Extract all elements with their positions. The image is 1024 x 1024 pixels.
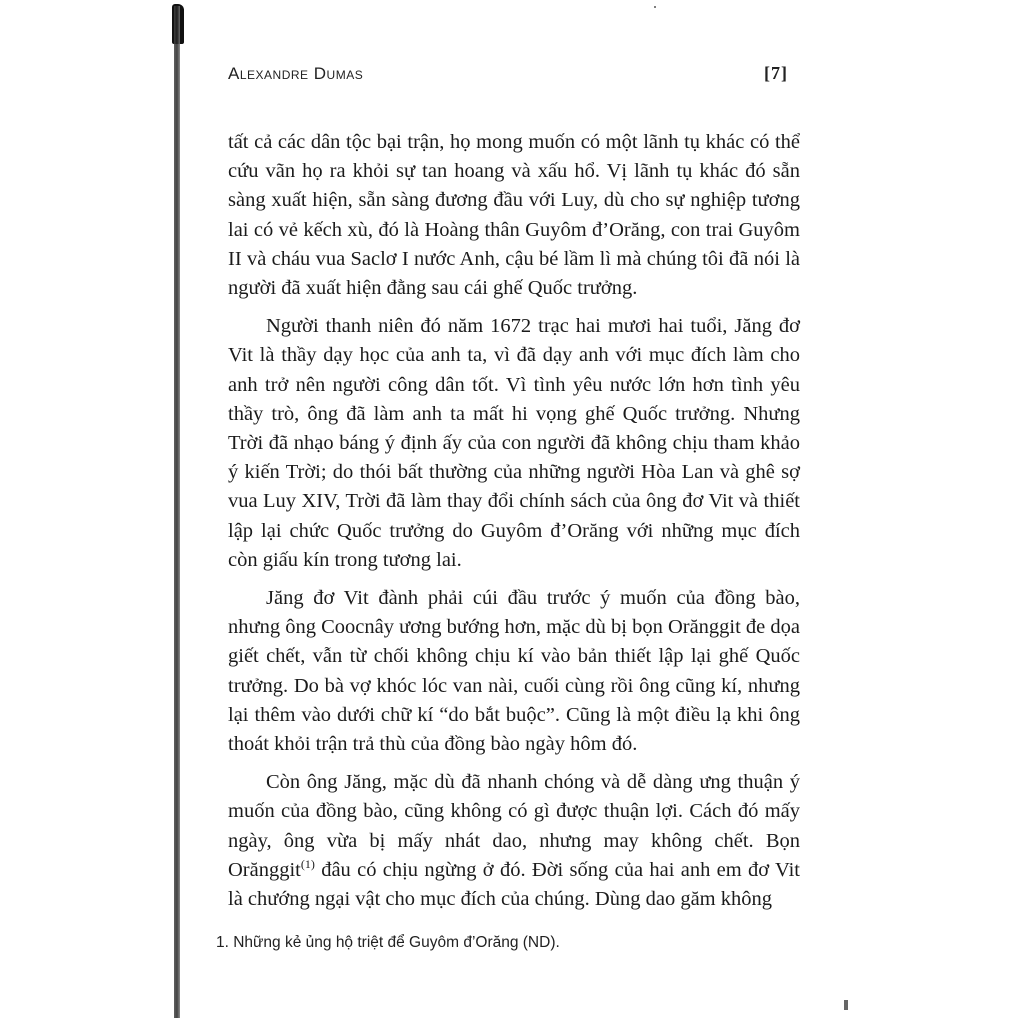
- book-spine-shadow: [174, 6, 180, 1018]
- scan-speck: [654, 6, 656, 8]
- running-head-author: Alexandre Dumas: [228, 64, 364, 83]
- paragraph-3: Jăng đơ Vit đành phải cúi đầu trước ý muốn của đồng bào, nhưng ông Coocnây ương bướng hơn, mặc dù bị bọn Orănggit đe dọa giết chết, vẫn từ chối không chịu kí vào bản thiết lập lại ghế Quốc trưởng. Do bà vợ khóc lóc van nài, cuối cùng rồi ông cũng kí, nhưng lại thêm vào dưới chữ kí “do bắt buộc”. Cũng là một điều lạ khi ông thoát khỏi trận trả thù của đồng bào ngày hôm đó.: [228, 587, 801, 756]
- footnote-marker: (1): [300, 857, 315, 872]
- running-head: [228, 64, 788, 88]
- paragraph-1: tất cả các dân tộc bại trận, họ mong muốn có một lãnh tụ khác có thể cứu vãn họ ra khỏi sự tan hoang và xấu hổ. Vị lãnh tụ khác đó sẵn sàng xuất hiện, sẵn sàng đương đầu với Luy, dù cho sự nghiệp tương lai có vẻ kếch xù, đó là Hoàng thân Guyôm đ’Orăng, con trai Guyôm II và cháu vua Saclơ I nước Anh, cậu bé lầm lì mà chúng tôi đã nói là người đã xuất hiện đằng sau cái ghế Quốc trưởng.: [228, 131, 800, 300]
- footnote: 1. Những kẻ ủng hộ triệt để Guyôm đ’Orăng (ND).: [216, 934, 560, 951]
- paragraph-4-text-after-note: đâu có chịu ngừng ở đó. Đời sống của hai anh em đơ Vit là chướng ngại vật cho mục đích của chúng. Dùng dao găm không: [228, 858, 800, 911]
- page-body: [228, 128, 800, 923]
- scan-mark: [844, 1000, 848, 1010]
- page-number: [7]: [764, 63, 788, 83]
- paragraph-4: [228, 768, 800, 914]
- paragraph-4-text-before-note: Còn ông Jăng, mặc dù đã nhanh chóng và dễ dàng ưng thuận ý muốn của đồng bào, cũng không có gì được thuận lợi. Cách đó mấy ngày, ông vừa bị mấy nhát dao, nhưng may không chết. Bọn Orănggit: [228, 771, 800, 881]
- paragraph-2: Người thanh niên đó năm 1672 trạc hai mươi hai tuổi, Jăng đơ Vit là thầy dạy học của anh ta, vì đã dạy anh với mục đích làm cho anh trở nên người công dân tốt. Vì tình yêu nước lớn hơn tình yêu thầy trò, ông đã làm anh ta mất hi vọng ghế Quốc trưởng. Nhưng Trời đã nhạo báng ý định ấy của con người đã không chịu tham khảo ý kiến Trời; do thói bất thường của những người Hòa Lan và ghê sợ vua Luy XIV, Trời đã làm thay đổi chính sách của ông đơ Vit và thiết lập lại chức Quốc trưởng do Guyôm đ’Orăng với những mục đích còn giấu kín trong tương lai.: [228, 315, 800, 571]
